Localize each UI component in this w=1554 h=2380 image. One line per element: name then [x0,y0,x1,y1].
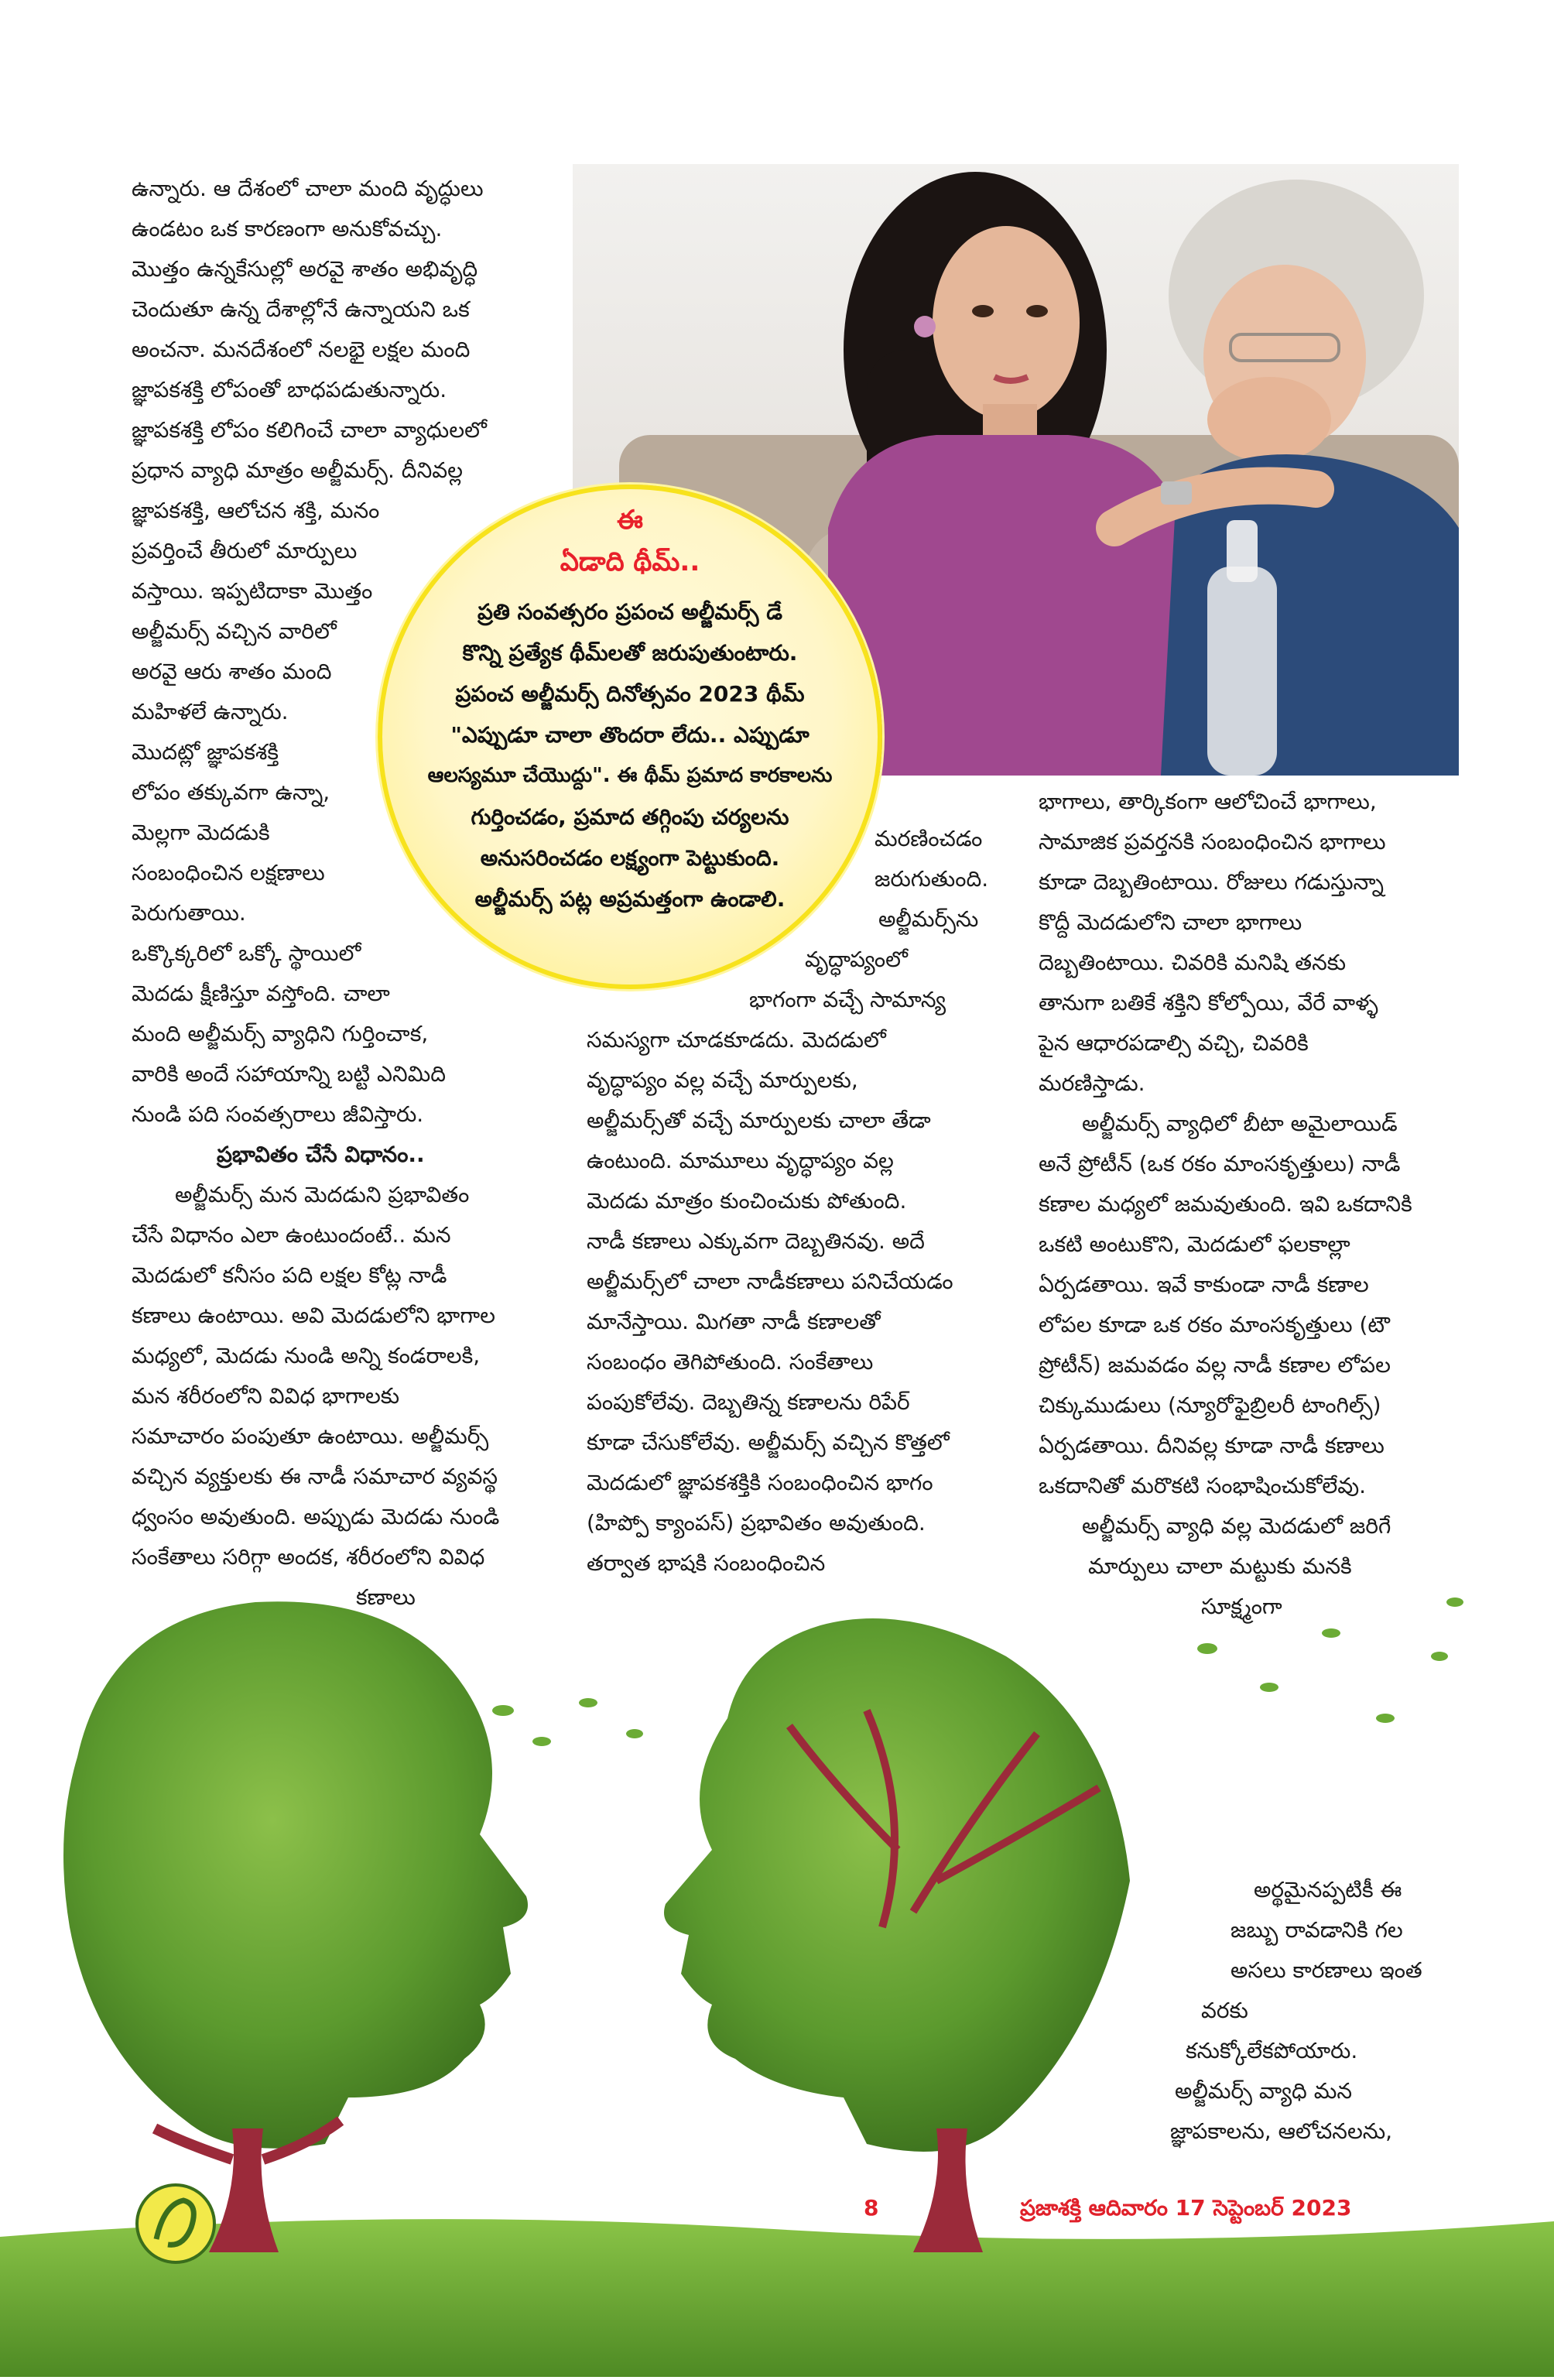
col3-line: తానుగా బతికే శక్తిని కోల్పోయి, వేరే వాళ్ళ [1039,990,1378,1015]
col3-line: ఒకదానితో మరొకటి సంభాషించుకోలేవు. [1039,1473,1367,1498]
col1-line: వచ్చిన వ్యక్తులకు ఈ నాడీ సమాచార వ్యవస్థ [132,1464,498,1489]
leaf [532,1737,551,1746]
leaf [492,1705,514,1716]
col3-line: కొద్దీ మెదడులోని చాలా భాగాలు [1039,909,1302,935]
col1-line: జ్ఞాపకశక్తి లోపంతో బాధపడుతున్నారు. [132,377,447,402]
theme-title-2: ఏడాది థీమ్.. [560,546,700,577]
col3-line: చిక్కుముడులు (న్యూరోఫైబ్రిలరీ టాంగిల్స్) [1039,1392,1381,1418]
col3-line: పైన ఆధారపడాల్సి వచ్చి, చివరికి [1039,1030,1309,1056]
col3-line: దెబ్బతింటాయి. చివరికి మనిషి తనకు [1039,950,1347,975]
leaf [579,1698,597,1707]
col3-line: సామాజిక ప్రవర్తనకి సంబంధించిన భాగాలు [1039,829,1386,854]
theme-line: ప్రపంచ అల్జీమర్స్ దినోత్సవం 2023 థీమ్ [455,681,805,707]
left-head-foliage [63,1601,528,2148]
col4-line: వరకు [1201,1998,1248,2023]
col3-line: ఏర్పడతాయి. దీనివల్ల కూడా నాడీ కణాలు [1039,1433,1385,1458]
col1-line: మంది అల్జీమర్స్ వ్యాధిని గుర్తించాక, [132,1021,429,1046]
column-4 [1145,1870,1422,2152]
col2-line: జరుగుతుంది. [875,866,989,892]
theme-title-1: ఈ [617,505,643,536]
publication-line: ప్రజాశక్తి ఆదివారం 17 సెప్టెంబర్ 2023 [1020,2195,1352,2221]
col3-line: ఏర్పడతాయి. ఇవే కాకుండా నాడీ కణాల [1039,1272,1369,1297]
col1-line: అరవై ఆరు శాతం మంది [132,659,332,684]
col4-line: అసలు కారణాలు ఇంత [1231,1957,1422,1983]
col2-line: ఉంటుంది. మామూలు వృద్ధాప్యం వల్ల [587,1148,894,1173]
column-2-top-d [749,980,946,1020]
col1-line: అంచనా. మనదేశంలో నలభై లక్షల మంది [132,337,471,362]
col2-line: వృద్ధాప్యంలో [805,947,908,972]
col2-line: తర్వాత భాషకి సంబంధించిన [587,1550,826,1576]
col2-line: అల్జీమర్స్‌లో చాలా నాడీకణాలు పనిచేయడం [587,1269,953,1294]
col3-line: కూడా దెబ్బతింటాయి. రోజులు గడుస్తున్నా [1039,869,1384,895]
leaf [1376,1714,1395,1723]
column-3 [1039,782,1412,1627]
column-2-top-c [805,940,908,980]
col2-line: (హిప్పో క్యాంపస్) ప్రభావితం అవుతుంది. [587,1510,926,1536]
section-heading: ప్రభావితం చేసే విధానం.. [217,1142,425,1167]
col1-line: అల్జీమర్స్ వచ్చిన వారిలో [132,618,337,644]
theme-line: ప్రతి సంవత్సరం ప్రపంచ అల్జీమర్స్ డే [477,599,782,625]
col3-line: అల్జీమర్స్ వ్యాధి వల్ల మెదడులో జరిగే [1082,1513,1391,1539]
theme-line: అనుసరించడం లక్ష్యంగా పెట్టుకుంది. [480,845,780,871]
col1-line: పెరుగుతాయి. [132,900,246,926]
logo-icon [133,2181,218,2266]
col1-line: సంకేతాలు సరిగ్గా అందక, శరీరంలోని వివిధ [132,1544,485,1570]
col1-line: అల్జీమర్స్ మన మెదడుని ప్రభావితం [175,1182,470,1207]
leaf [1197,1643,1217,1654]
col1-line: ఉండటం ఒక కారణంగా అనుకోవచ్చు. [132,216,443,241]
col1-line: ఒక్కొక్కరిలో ఒక్కో స్థాయిలో [132,940,361,966]
col1-line: మధ్యలో, మెదడు నుండి అన్ని కండరాలకి, [132,1343,481,1368]
col1-line: చేసే విధానం ఎలా ఉంటుందంటే.. మన [132,1222,451,1248]
theme-line: అల్జీమర్స్ పట్ల అప్రమత్తంగా ఉండాలి. [474,886,786,912]
column-2-top-b [878,899,978,940]
col1-line: సమాచారం పంపుతూ ఉంటాయి. అల్జీమర్స్ [132,1423,489,1449]
col2-line: సమస్యగా చూడకూడదు. మెదడులో [587,1027,886,1053]
right-head-foliage [664,1618,1130,2152]
col1-line: మన శరీరంలోని వివిధ భాగాలకు [132,1383,400,1409]
col2-line: నాడీ కణాలు ఎక్కువగా దెబ్బతినవు. అదే [587,1228,925,1254]
col2-line: పంపుకోలేవు. దెబ్బతిన్న కణాలను రిపేర్ [587,1389,910,1415]
col2-line: అల్జీమర్స్‌ను [878,906,979,932]
col1-line: ప్రవర్తించే తీరులో మార్పులు [132,538,358,563]
col1-line: మహిళలే ఉన్నారు. [132,699,289,724]
col1-line: ధ్వంసం అవుతుంది. అప్పుడు మెదడు నుండి [132,1504,500,1529]
col3-line: మరణిస్తాడు. [1039,1070,1145,1096]
col4-line: అల్జీమర్స్ వ్యాధి మన [1175,2078,1352,2104]
col1-line: మొత్తం ఉన్నకేసుల్లో అరవై శాతం అభివృద్ధి [132,256,478,282]
theme-line: "ఎప్పుడూ చాలా తొందరా లేదు.. ఎప్పుడూ [450,722,810,748]
leaf [626,1729,643,1738]
magazine-logo [133,2181,218,2266]
col3-line: అల్జీమర్స్ వ్యాధిలో బీటా అమైలాయిడ్ [1082,1111,1398,1136]
col2-line: మరణించడం [875,826,983,851]
column-2 [587,1020,953,1584]
col3-line: అనే ప్రోటీన్ (ఒక రకం మాంసకృత్తులు) నాడీ [1039,1151,1401,1176]
col1-line: చెందుతూ ఉన్న దేశాల్లోనే ఉన్నాయని ఒక [132,296,470,322]
col2-line: సంబంధం తెగిపోతుంది. సంకేతాలు [587,1349,874,1375]
col3-line: మార్పులు చాలా మట్టుకు మనకి [1088,1553,1352,1579]
theme-line: కొన్ని ప్రత్యేక థీమ్‌లతో జరుపుతుంటారు. [462,640,798,666]
col1-line: మెల్లగా మెదడుకి [132,820,270,845]
col2-line: మెదడులో జ్ఞాపకశక్తికి సంబంధించిన భాగం [587,1470,933,1495]
column-2-top [875,819,988,899]
col4-line: జబ్బు రావడానికి గల [1231,1917,1403,1943]
col3-line: భాగాలు, తార్కికంగా ఆలోచించే భాగాలు, [1039,789,1377,814]
col3-line: ఒకటి అంటుకొని, మెదడులో ఫలకాల్లా [1039,1231,1350,1257]
col1-line: జ్ఞాపకశక్తి, ఆలోచన శక్తి, మనం [132,498,380,523]
col3-line: లోపల కూడా ఒక రకం మాంసకృత్తులు (టౌ [1039,1312,1390,1337]
col4-line: జ్ఞాపకాలను, ఆలోచనలను, [1170,2118,1393,2144]
col1-line: కణాలు ఉంటాయి. అవి మెదడులోని భాగాల [132,1303,495,1328]
col1-line: మెదడు క్షీణిస్తూ వస్తోంది. చాలా [132,981,390,1006]
leaf [1322,1628,1340,1638]
col2-line: వృద్ధాప్యం వల్ల వచ్చే మార్పులకు, [587,1067,858,1093]
col2-line: భాగంగా వచ్చే సామాన్య [749,987,946,1012]
col1-line: లోపం తక్కువగా ఉన్నా, [132,779,330,805]
col2-line: కూడా చేసుకోలేవు. అల్జీమర్స్ వచ్చిన కొత్తలో [587,1430,950,1455]
col2-line: మానేస్తాయి. మిగతా నాడీ కణాలతో [587,1309,881,1334]
col1-line: మొదట్లో జ్ఞాపకశక్తి [132,739,279,765]
col4-line: అర్థమైనప్పటికీ ఈ [1254,1877,1402,1902]
col1-line: నుండి పది సంవత్సరాలు జీవిస్తారు. [132,1101,424,1127]
col1-line: ఉన్నారు. ఆ దేశంలో చాలా మంది వృద్ధులు [132,176,484,201]
leaf [1431,1652,1448,1661]
col1-line: జ్ఞాపకశక్తి లోపం కలిగించే చాలా వ్యాధులలో [132,417,487,443]
col4-line: కనుక్కోలేకపోయారు. [1186,2038,1358,2063]
page-number: 8 [864,2195,879,2221]
leaf [1260,1683,1278,1692]
theme-line: ఆలస్యమూ చేయొద్దు". ఈ థీమ్ ప్రమాద కారకాలను [427,764,833,787]
col2-line: మెదడు మాత్రం కుంచించుకు పోతుంది. [587,1188,907,1214]
theme-callout [378,485,882,989]
col3-line: ప్రోటీన్) జమవడం వల్ల నాడీ కణాల లోపల [1039,1352,1391,1378]
col1-line: ప్రధాన వ్యాధి మాత్రం అల్జీమర్స్. దీనివల్ల [132,457,463,483]
leaf [1446,1598,1463,1607]
col1-line: వస్తాయి. ఇప్పటిదాకా మొత్తం [132,578,373,604]
col1-line: వారికి అందే సహాయాన్ని బట్టి ఎనిమిది [132,1061,447,1087]
theme-line: గుర్తించడం, ప్రమాద తగ్గింపు చర్యలను [471,804,789,830]
col3-line: సూక్ష్మంగా [1201,1594,1282,1619]
col2-line: అల్జీమర్స్‌తో వచ్చే మార్పులకు చాలా తేడా [587,1108,931,1133]
col1-line: కణాలు [356,1584,416,1610]
col3-line: కణాల మధ్యలో జమవుతుంది. ఇవి ఒకదానికి [1039,1191,1412,1217]
col1-line: మెదడులో కనీసం పది లక్షల కోట్ల నాడీ [132,1262,447,1288]
col1-line: సంబంధించిన లక్షణాలు [132,860,325,885]
